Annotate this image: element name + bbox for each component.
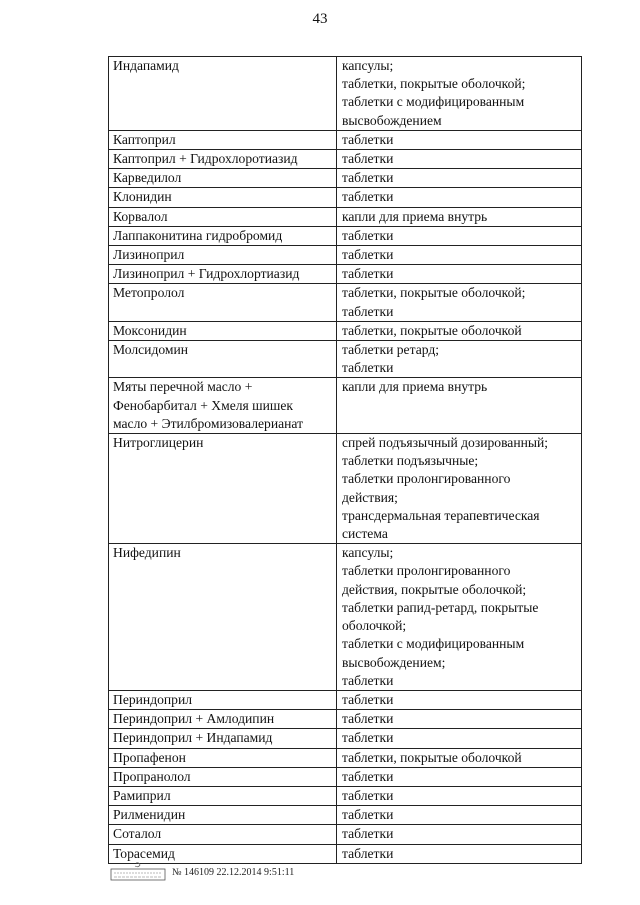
dosage-form: таблетки пролонгированного [342,471,511,487]
drug-name: масло + Этилбромизовалерианат [113,415,304,431]
drug-name-cell [109,341,337,378]
dosage-form-cell [337,378,582,434]
dosage-form: таблетки подъязычные; [342,453,479,469]
dosage-form-cell [337,169,582,188]
dosage-form: таблетки [342,360,394,376]
table-row [109,690,582,709]
dosage-form-cell [337,434,582,544]
table-row [109,806,582,825]
dosage-form-cell [337,321,582,340]
dosage-form: таблетки [342,691,394,707]
dosage-form-cell [337,690,582,709]
drug-name: Метопролол [113,285,185,301]
drug-name-cell [109,710,337,729]
table-row [109,341,582,378]
table-row [109,265,582,284]
dosage-form: таблетки [342,826,394,842]
drug-name-cell [109,806,337,825]
dosage-form: таблетки ретард; [342,342,440,358]
drug-name-cell [109,729,337,748]
dosage-form-cell [337,544,582,691]
dosage-form: таблетки пролонгированного [342,563,511,579]
dosage-form: таблетки [342,672,394,688]
drug-name: Каптоприл [113,131,176,147]
dosage-form: таблетки [342,131,394,147]
table-row [109,226,582,245]
dosage-form: таблетки рапид-ретард, покрытые [342,599,539,615]
drug-table [108,56,582,864]
dosage-form: таблетки [342,227,394,243]
drug-name: Нифедипин [113,545,181,561]
dosage-form: таблетки [342,807,394,823]
drug-name-cell [109,130,337,149]
table-row [109,321,582,340]
table-row [109,767,582,786]
table-row [109,57,582,131]
drug-name: Фенобарбитал + Хмеля шишек [113,397,294,413]
dosage-form: таблетки [342,247,394,263]
dosage-form: таблетки [342,787,394,803]
dosage-form: таблетки [342,711,394,727]
dosage-form-cell [337,786,582,805]
table-row [109,729,582,748]
table-row [109,748,582,767]
table-row [109,207,582,226]
table-row [109,130,582,149]
drug-name-cell [109,748,337,767]
drug-name: Рамиприл [113,787,171,803]
page-number: 43 [312,11,328,27]
drug-name-cell [109,207,337,226]
dosage-form-cell [337,844,582,863]
dosage-form-cell [337,150,582,169]
dosage-form: действия; [342,489,398,505]
dosage-form: таблетки с модифицированным [342,94,525,110]
drug-name-cell [109,169,337,188]
dosage-form-cell [337,130,582,149]
drug-name-cell [109,690,337,709]
dosage-form: система [342,526,388,542]
stamp-graphic [110,861,166,883]
dosage-form-cell [337,57,582,131]
drug-table-body [109,57,582,864]
table-row [109,150,582,169]
dosage-form: оболочкой; [342,618,407,634]
drug-name: Клонидин [113,189,172,205]
drug-name-cell [109,57,337,131]
drug-name-cell [109,434,337,544]
dosage-form: спрей подъязычный дозированный; [342,435,549,451]
dosage-form: капли для приема внутрь [342,379,488,395]
drug-name: Корвалол [113,208,168,224]
dosage-form-cell [337,806,582,825]
document-code: № 146109 22.12.2014 9:51:11 [172,867,295,878]
drug-name-cell [109,378,337,434]
drug-name-cell [109,246,337,265]
dosage-form-cell [337,246,582,265]
drug-name-cell [109,321,337,340]
table-row [109,710,582,729]
table-row [109,825,582,844]
drug-name-cell [109,284,337,321]
dosage-form: высвобождением [342,112,442,128]
table-row [109,188,582,207]
dosage-form: капсулы; [342,58,394,73]
dosage-form-cell [337,284,582,321]
table-row [109,786,582,805]
dosage-form: таблетки, покрытые оболочкой [342,322,522,338]
dosage-form-cell [337,825,582,844]
drug-name-cell [109,150,337,169]
dosage-form-cell [337,748,582,767]
drug-name: Моксонидин [113,322,187,338]
drug-name: Карведилол [113,170,182,186]
dosage-form: таблетки, покрытые оболочкой [342,749,522,765]
drug-name: Лизиноприл + Гидрохлортиазид [113,266,300,282]
dosage-form-cell [337,341,582,378]
table-row [109,169,582,188]
dosage-form: таблетки [342,189,394,205]
table-row [109,246,582,265]
dosage-form-cell [337,729,582,748]
dosage-form-cell [337,710,582,729]
drug-name-cell [109,265,337,284]
drug-name: Лаппаконитина гидробромид [113,227,283,243]
drug-name-cell [109,767,337,786]
dosage-form: таблетки, покрытые оболочкой; [342,76,526,92]
dosage-form: таблетки [342,170,394,186]
dosage-form: высвобождением; [342,654,446,670]
drug-name-cell [109,544,337,691]
drug-name: Периндоприл + Амлодипин [113,711,275,727]
drug-name: Торасемид [113,845,175,861]
dosage-form-cell [337,767,582,786]
dosage-form: таблетки [342,151,394,167]
table-row [109,844,582,863]
drug-name-cell [109,188,337,207]
drug-name-cell [109,226,337,245]
dosage-form: таблетки [342,768,394,784]
drug-name: Мяты перечной масло + [113,379,253,395]
drug-name: Индапамид [113,58,179,73]
table-row [109,378,582,434]
dosage-form-cell [337,265,582,284]
drug-name: Периндоприл + Индапамид [113,730,273,746]
drug-name: Периндоприл [113,691,193,707]
table-row [109,544,582,691]
dosage-form: таблетки с модифицированным [342,636,525,652]
dosage-form: капсулы; [342,545,394,561]
dosage-form: таблетки, покрытые оболочкой; [342,285,526,301]
registration-stamp [110,861,166,883]
drug-name: Пропранолол [113,768,191,784]
dosage-form: таблетки [342,730,394,746]
dosage-form: таблетки [342,845,394,861]
dosage-form: трансдермальная терапевтическая [342,507,540,523]
table-row [109,284,582,321]
drug-name: Молсидомин [113,342,189,358]
dosage-form-cell [337,188,582,207]
drug-name-cell [109,825,337,844]
dosage-form: действия, покрытые оболочкой; [342,581,527,597]
drug-name-cell [109,786,337,805]
drug-name: Соталол [113,826,162,842]
dosage-form: капли для приема внутрь [342,208,488,224]
drug-name: Рилменидин [113,807,186,823]
drug-name: Лизиноприл [113,247,185,263]
table-row [109,434,582,544]
dosage-form: таблетки [342,303,394,319]
drug-name: Каптоприл + Гидрохлоротиазид [113,151,298,167]
dosage-form-cell [337,226,582,245]
dosage-form-cell [337,207,582,226]
drug-name: Пропафенон [113,749,186,765]
drug-name: Нитроглицерин [113,435,204,451]
dosage-form: таблетки [342,266,394,282]
